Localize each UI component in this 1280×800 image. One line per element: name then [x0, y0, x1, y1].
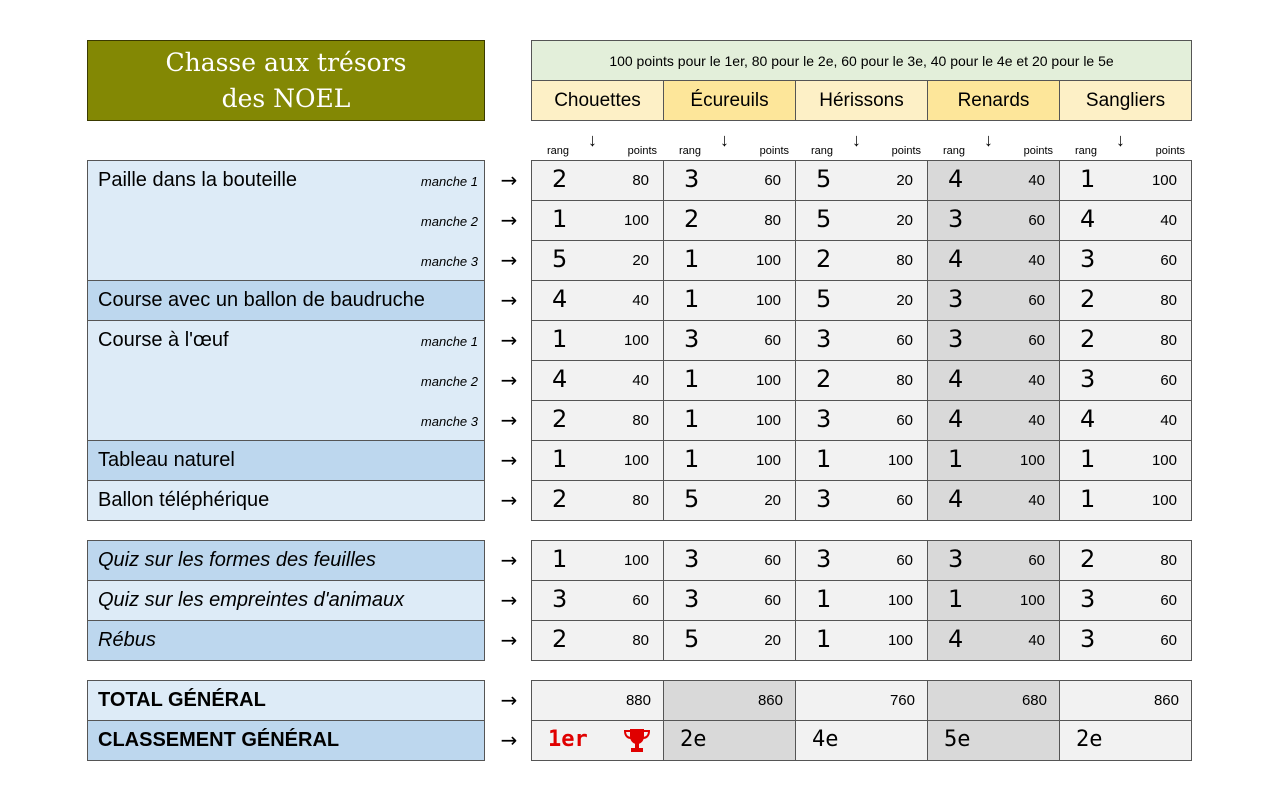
row-arrow-icon: →	[500, 588, 518, 612]
sub-header-herissons	[795, 132, 927, 160]
points-value: 80	[1160, 292, 1177, 309]
points-value: 60	[764, 332, 781, 349]
manche-label: manche 1	[420, 334, 478, 349]
title-line-1: Chasse aux trésors	[165, 48, 407, 77]
score-cell-renards	[927, 160, 1060, 201]
rang-label: rang	[943, 145, 966, 157]
classement-cell-herissons	[795, 720, 928, 761]
score-cell-chouettes	[531, 440, 664, 481]
rank-value: 3	[948, 205, 964, 233]
points-value: 100	[755, 412, 781, 429]
row-arrow-icon: →	[500, 208, 518, 232]
event-label: Quiz sur les formes des feuilles	[98, 549, 376, 571]
rank-value: 1	[1080, 165, 1096, 193]
score-cell-herissons	[795, 540, 928, 581]
points-value: 100	[1019, 592, 1045, 609]
rank-value: 4	[948, 485, 964, 513]
rank-value: 4	[1080, 405, 1096, 433]
manche-label: manche 2	[420, 374, 478, 389]
rank-value: 1	[552, 325, 568, 353]
classement-cell-ecureuils	[663, 720, 796, 761]
points-label: points	[891, 145, 921, 157]
rank-value: 1	[684, 405, 700, 433]
points-value: 60	[1160, 372, 1177, 389]
row-arrow-icon: →	[500, 168, 518, 192]
score-cell-herissons	[795, 580, 928, 621]
rank-value: 3	[684, 545, 700, 573]
score-cell-chouettes	[531, 200, 664, 241]
rank-value: 4	[948, 165, 964, 193]
rank-value: 1	[948, 585, 964, 613]
down-arrow-icon: ↓	[720, 130, 729, 150]
sub-header-sangliers	[1059, 132, 1191, 160]
score-cell-renards	[927, 540, 1060, 581]
total-cell-renards	[927, 680, 1060, 721]
score-cell-chouettes	[531, 580, 664, 621]
points-value: 60	[1160, 632, 1177, 649]
down-arrow-icon: ↓	[1116, 130, 1125, 150]
score-cell-sangliers	[1059, 620, 1192, 661]
classement-label: CLASSEMENT GÉNÉRAL	[98, 729, 340, 751]
score-cell-renards	[927, 280, 1060, 321]
row-arrow-icon: →	[500, 288, 518, 312]
event-tableau	[87, 440, 485, 481]
event-label: Paille dans la bouteille	[98, 169, 298, 191]
score-cell-herissons	[795, 620, 928, 661]
score-cell-chouettes	[531, 160, 664, 201]
score-cell-ecureuils	[663, 360, 796, 401]
score-cell-sangliers	[1059, 480, 1192, 521]
score-cell-renards	[927, 400, 1060, 441]
points-value: 40	[632, 292, 649, 309]
down-arrow-icon: ↓	[984, 130, 993, 150]
team-header-herissons: Hérissons	[795, 81, 928, 121]
score-cell-chouettes	[531, 480, 664, 521]
points-value: 20	[896, 172, 913, 189]
points-value: 40	[632, 372, 649, 389]
event-label: Ballon téléphérique	[98, 489, 270, 511]
score-cell-renards	[927, 440, 1060, 481]
team-header-chouettes: Chouettes	[531, 81, 664, 121]
points-value: 40	[1028, 492, 1045, 509]
rank-value: 2	[684, 205, 700, 233]
manche-label: manche 2	[420, 214, 478, 229]
points-value: 60	[896, 552, 913, 569]
rank-value: 1	[684, 365, 700, 393]
classement-value: 2e	[680, 727, 707, 752]
classement-cell-renards	[927, 720, 1060, 761]
rank-value: 3	[948, 325, 964, 353]
team-header-sangliers: Sangliers	[1059, 81, 1192, 121]
rank-value: 2	[1080, 545, 1096, 573]
classement-value: 2e	[1076, 727, 1103, 752]
total-cell-chouettes	[531, 680, 664, 721]
event-label: Rébus	[98, 629, 156, 651]
points-value: 60	[896, 492, 913, 509]
trophy-icon	[622, 727, 652, 755]
points-value: 20	[896, 292, 913, 309]
rank-value: 4	[948, 405, 964, 433]
rang-label: rang	[1075, 145, 1098, 157]
score-cell-herissons	[795, 440, 928, 481]
page-title	[87, 40, 485, 121]
rank-value: 1	[816, 625, 832, 653]
points-value: 60	[1028, 292, 1045, 309]
points-value: 80	[896, 252, 913, 269]
row-arrow-icon: →	[500, 328, 518, 352]
points-value: 100	[755, 292, 781, 309]
score-cell-herissons	[795, 160, 928, 201]
down-arrow-icon: ↓	[852, 130, 861, 150]
points-value: 100	[1151, 452, 1177, 469]
total-cell-sangliers	[1059, 680, 1192, 721]
points-value: 100	[755, 252, 781, 269]
points-value: 80	[1160, 552, 1177, 569]
total-cell-herissons	[795, 680, 928, 721]
event-oeuf	[87, 320, 485, 441]
points-value: 100	[1151, 172, 1177, 189]
points-value: 40	[1028, 412, 1045, 429]
rank-value: 5	[816, 285, 832, 313]
rank-value: 2	[816, 365, 832, 393]
points-value: 60	[764, 592, 781, 609]
score-cell-renards	[927, 580, 1060, 621]
row-arrow-icon: →	[500, 368, 518, 392]
event-quiz-empreintes	[87, 580, 485, 621]
team-header-renards: Renards	[927, 81, 1060, 121]
rank-value: 1	[816, 445, 832, 473]
points-value: 20	[896, 212, 913, 229]
score-cell-ecureuils	[663, 160, 796, 201]
rank-value: 3	[816, 485, 832, 513]
rank-value: 3	[552, 585, 568, 613]
score-cell-chouettes	[531, 400, 664, 441]
rank-value: 3	[816, 405, 832, 433]
points-value: 100	[887, 452, 913, 469]
rank-value: 3	[1080, 625, 1096, 653]
rank-value: 2	[552, 485, 568, 513]
score-cell-ecureuils	[663, 280, 796, 321]
points-value: 80	[1160, 332, 1177, 349]
points-value: 60	[764, 552, 781, 569]
team-header-ecureuils: Écureuils	[663, 81, 796, 121]
sub-header-ecureuils	[663, 132, 795, 160]
row-arrow-icon: →	[500, 408, 518, 432]
score-cell-ecureuils	[663, 200, 796, 241]
points-value: 100	[623, 552, 649, 569]
rang-label: rang	[811, 145, 834, 157]
score-cell-sangliers	[1059, 160, 1192, 201]
points-value: 100	[887, 632, 913, 649]
total-value: 860	[1153, 692, 1179, 709]
points-value: 100	[623, 212, 649, 229]
points-value: 100	[887, 592, 913, 609]
rank-value: 5	[816, 205, 832, 233]
score-cell-ecureuils	[663, 620, 796, 661]
rang-label: rang	[547, 145, 570, 157]
rank-value: 3	[684, 585, 700, 613]
score-cell-herissons	[795, 320, 928, 361]
total-general-label	[87, 680, 485, 721]
score-cell-chouettes	[531, 320, 664, 361]
event-quiz-feuilles	[87, 540, 485, 581]
score-cell-sangliers	[1059, 440, 1192, 481]
score-cell-herissons	[795, 400, 928, 441]
score-cell-ecureuils	[663, 440, 796, 481]
score-cell-ecureuils	[663, 320, 796, 361]
row-arrow-icon: →	[500, 248, 518, 272]
rank-value: 3	[684, 165, 700, 193]
score-cell-sangliers	[1059, 320, 1192, 361]
points-value: 80	[632, 412, 649, 429]
score-cell-ecureuils	[663, 400, 796, 441]
points-value: 40	[1028, 632, 1045, 649]
rank-value: 3	[1080, 585, 1096, 613]
total-value: 760	[889, 692, 915, 709]
rank-value: 3	[816, 545, 832, 573]
rank-value: 5	[816, 165, 832, 193]
score-cell-chouettes	[531, 540, 664, 581]
points-value: 100	[755, 452, 781, 469]
rank-value: 1	[684, 285, 700, 313]
row-arrow-icon: →	[500, 688, 518, 712]
row-arrow-icon: →	[500, 548, 518, 572]
row-arrow-icon: →	[500, 488, 518, 512]
rank-value: 2	[1080, 325, 1096, 353]
score-cell-herissons	[795, 360, 928, 401]
event-baudruche	[87, 280, 485, 321]
rank-value: 4	[948, 625, 964, 653]
score-cell-renards	[927, 480, 1060, 521]
score-cell-sangliers	[1059, 580, 1192, 621]
event-paille	[87, 160, 485, 281]
total-value: 680	[1021, 692, 1047, 709]
row-arrow-icon: →	[500, 448, 518, 472]
classement-value: 1er	[548, 727, 588, 752]
points-label: points	[1155, 145, 1185, 157]
score-cell-sangliers	[1059, 240, 1192, 281]
score-cell-renards	[927, 200, 1060, 241]
score-cell-sangliers	[1059, 280, 1192, 321]
sub-header-renards	[927, 132, 1059, 160]
points-value: 100	[623, 332, 649, 349]
points-value: 80	[632, 172, 649, 189]
manche-label: manche 1	[420, 174, 478, 189]
rank-value: 2	[816, 245, 832, 273]
score-cell-sangliers	[1059, 540, 1192, 581]
points-value: 80	[764, 212, 781, 229]
score-cell-chouettes	[531, 620, 664, 661]
total-value: 880	[625, 692, 651, 709]
rank-value: 3	[948, 545, 964, 573]
points-value: 60	[1160, 592, 1177, 609]
points-label: points	[1023, 145, 1053, 157]
rank-value: 2	[552, 165, 568, 193]
points-value: 60	[632, 592, 649, 609]
classement-cell-sangliers	[1059, 720, 1192, 761]
points-value: 100	[755, 372, 781, 389]
score-cell-ecureuils	[663, 580, 796, 621]
rank-value: 5	[684, 485, 700, 513]
rank-value: 4	[948, 365, 964, 393]
rank-value: 1	[948, 445, 964, 473]
rank-value: 1	[816, 585, 832, 613]
rank-value: 5	[684, 625, 700, 653]
event-label: Course à l'œuf	[98, 329, 229, 351]
manche-label: manche 3	[420, 254, 478, 269]
title-line-2: des NOEL	[221, 84, 351, 113]
rank-value: 4	[552, 285, 568, 313]
points-value: 40	[1028, 252, 1045, 269]
points-value: 40	[1160, 412, 1177, 429]
score-cell-ecureuils	[663, 240, 796, 281]
classement-value: 5e	[944, 727, 971, 752]
rank-value: 4	[948, 245, 964, 273]
score-cell-sangliers	[1059, 360, 1192, 401]
points-value: 60	[896, 332, 913, 349]
rank-value: 4	[1080, 205, 1096, 233]
points-label: points	[759, 145, 789, 157]
rank-value: 3	[816, 325, 832, 353]
score-cell-renards	[927, 240, 1060, 281]
points-value: 20	[764, 632, 781, 649]
rank-value: 2	[1080, 285, 1096, 313]
points-value: 100	[1151, 492, 1177, 509]
points-value: 20	[632, 252, 649, 269]
rank-value: 2	[552, 625, 568, 653]
score-cell-renards	[927, 360, 1060, 401]
score-cell-sangliers	[1059, 200, 1192, 241]
score-cell-herissons	[795, 480, 928, 521]
rank-value: 5	[552, 245, 568, 273]
points-value: 100	[1019, 452, 1045, 469]
classement-value: 4e	[812, 727, 839, 752]
event-label: Course avec un ballon de baudruche	[98, 289, 425, 311]
score-cell-chouettes	[531, 360, 664, 401]
total-cell-ecureuils	[663, 680, 796, 721]
points-note: 100 points pour le 1er, 80 pour le 2e, 60 pour le 3e, 40 pour le 4e et 20 pour le 5e	[531, 40, 1192, 81]
rank-value: 2	[552, 405, 568, 433]
score-cell-herissons	[795, 240, 928, 281]
total-value: 860	[757, 692, 783, 709]
points-value: 80	[632, 632, 649, 649]
points-value: 60	[764, 172, 781, 189]
rank-value: 3	[684, 325, 700, 353]
rank-value: 1	[552, 445, 568, 473]
points-value: 80	[632, 492, 649, 509]
event-label: Tableau naturel	[98, 449, 235, 471]
rang-label: rang	[679, 145, 702, 157]
score-cell-renards	[927, 620, 1060, 661]
score-cell-ecureuils	[663, 540, 796, 581]
classement-general-label	[87, 720, 485, 761]
event-teleferique	[87, 480, 485, 521]
points-value: 60	[1160, 252, 1177, 269]
score-cell-chouettes	[531, 240, 664, 281]
down-arrow-icon: ↓	[588, 130, 597, 150]
event-rebus	[87, 620, 485, 661]
points-value: 40	[1160, 212, 1177, 229]
event-label: Quiz sur les empreintes d'animaux	[98, 589, 405, 611]
points-value: 80	[896, 372, 913, 389]
points-value: 60	[1028, 332, 1045, 349]
row-arrow-icon: →	[500, 728, 518, 752]
sub-header-chouettes	[531, 132, 663, 160]
rank-value: 1	[684, 245, 700, 273]
score-cell-ecureuils	[663, 480, 796, 521]
points-value: 40	[1028, 172, 1045, 189]
classement-cell-chouettes	[531, 720, 664, 761]
points-value: 60	[1028, 212, 1045, 229]
rank-value: 4	[552, 365, 568, 393]
rank-value: 1	[552, 545, 568, 573]
score-cell-sangliers	[1059, 400, 1192, 441]
rank-value: 3	[948, 285, 964, 313]
rank-value: 3	[1080, 365, 1096, 393]
rank-value: 1	[684, 445, 700, 473]
score-cell-renards	[927, 320, 1060, 361]
points-value: 60	[1028, 552, 1045, 569]
rank-value: 1	[552, 205, 568, 233]
rank-value: 1	[1080, 485, 1096, 513]
points-value: 100	[623, 452, 649, 469]
total-label: TOTAL GÉNÉRAL	[98, 689, 266, 711]
rank-value: 1	[1080, 445, 1096, 473]
row-arrow-icon: →	[500, 628, 518, 652]
points-label: points	[627, 145, 657, 157]
points-value: 40	[1028, 372, 1045, 389]
score-cell-chouettes	[531, 280, 664, 321]
points-value: 60	[896, 412, 913, 429]
score-cell-herissons	[795, 280, 928, 321]
score-cell-herissons	[795, 200, 928, 241]
points-value: 20	[764, 492, 781, 509]
rank-value: 3	[1080, 245, 1096, 273]
manche-label: manche 3	[420, 414, 478, 429]
